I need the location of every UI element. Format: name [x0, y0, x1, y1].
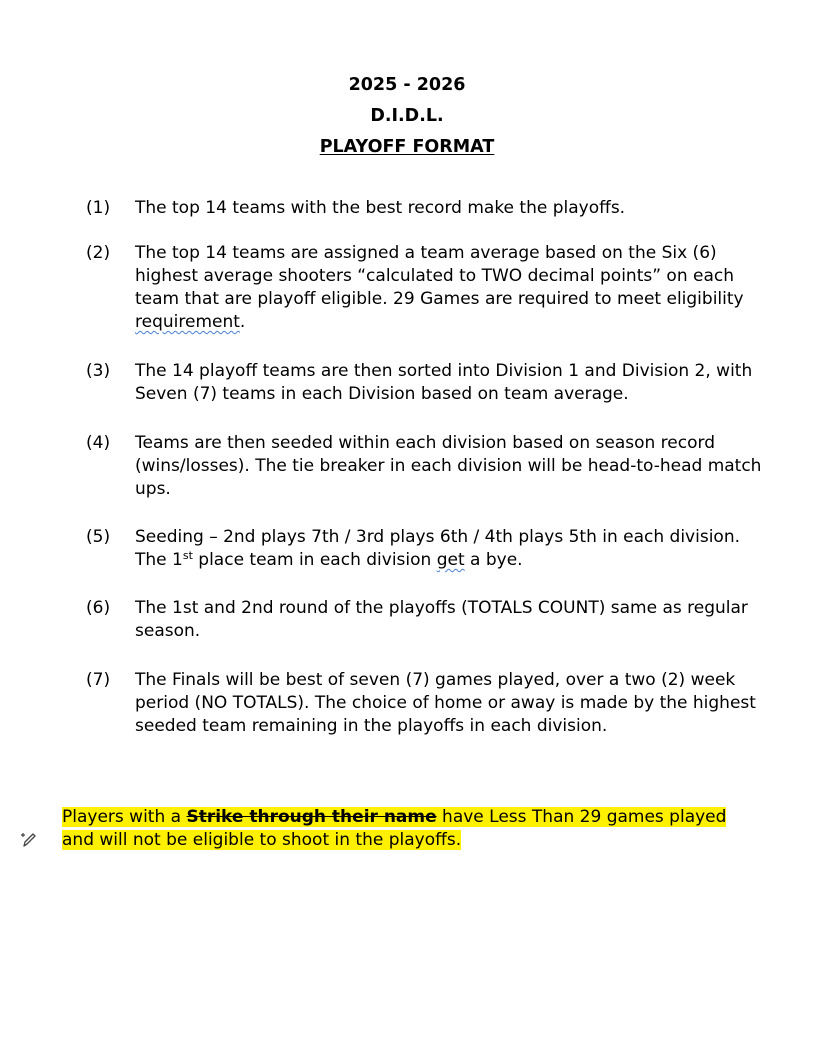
rule-3	[86, 360, 766, 406]
rule-text	[135, 526, 766, 572]
grammar-check-word[interactable]: get	[436, 550, 465, 570]
rule-text-body: The top 14 teams are assigned a team average based on the Six (6) highest average shooters “calculated to TWO decimal points” on each team that are playoff eligible. 29 Games are required to meet eligibility	[135, 243, 744, 309]
ordinal-suffix: st	[182, 549, 193, 562]
note-highlight	[62, 807, 726, 850]
rule-text	[135, 242, 766, 334]
rule-text-end: .	[239, 312, 246, 332]
rule-text: The Finals will be best of seven (7) games played, over a two (2) week period (NO TOTALS). The choice of home or away is made by the highest seeded team remaining in the playoffs in each division.	[135, 670, 756, 736]
rule-7	[86, 669, 766, 738]
spellcheck-word[interactable]: requirement	[135, 312, 240, 332]
rule-number: (6)	[86, 598, 111, 618]
rule-number: (3)	[86, 361, 111, 381]
rule-number: (1)	[86, 198, 111, 218]
pen-sparkle-icon[interactable]	[19, 830, 39, 850]
note-strike-text: Strike through their name	[186, 807, 437, 827]
rule-number: (4)	[86, 433, 111, 453]
rule-number: (7)	[86, 670, 111, 690]
rule-line-2-mid: place team in each division	[192, 550, 437, 570]
rule-line-2-start: The 1	[135, 550, 183, 570]
rule-6	[86, 597, 766, 643]
league-heading: D.I.D.L.	[370, 106, 444, 126]
rule-4	[86, 432, 766, 501]
rule-number: (5)	[86, 527, 111, 547]
eligibility-note	[62, 806, 762, 852]
rule-text: The 1st and 2nd round of the playoffs (TOTALS COUNT) same as regular season.	[135, 598, 748, 641]
rule-1	[86, 197, 766, 220]
season-heading: 2025 - 2026	[348, 75, 466, 95]
note-prefix: Players with a	[62, 807, 187, 827]
rule-text: The 14 playoff teams are then sorted into Division 1 and Division 2, with Seven (7) teams in each Division based on team average.	[135, 361, 753, 404]
rule-2	[86, 242, 766, 334]
rule-line-2-end: a bye.	[464, 550, 523, 570]
rule-5	[86, 526, 766, 572]
rule-text: The top 14 teams with the best record make the playoffs.	[135, 198, 626, 218]
rule-line-1: Seeding – 2nd plays 7th / 3rd plays 6th / 4th plays 5th in each division.	[135, 527, 741, 547]
rule-number: (2)	[86, 243, 111, 263]
note-suffix: have Less Than 29 games played and will not be eligible to shoot in the playoffs.	[62, 807, 727, 850]
rule-text: Teams are then seeded within each division based on season record (wins/losses). The tie breaker in each division will be head-to-head match ups.	[135, 433, 762, 499]
document-title: PLAYOFF FORMAT	[319, 137, 495, 157]
